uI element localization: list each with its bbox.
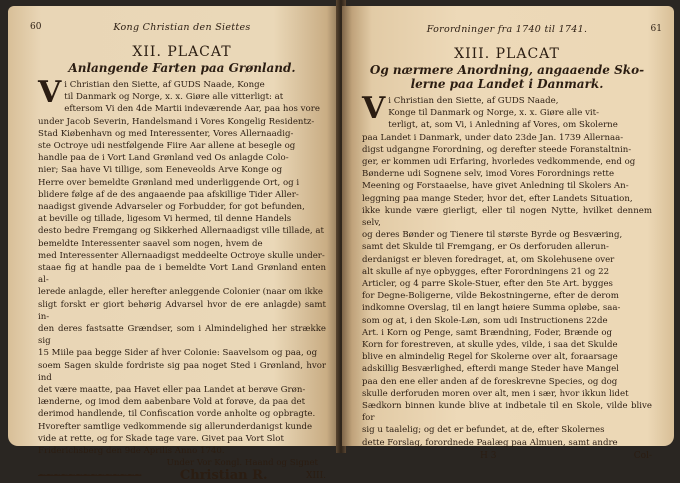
heading-line: Og nærmere Anordning, angaaende Sko- [369,63,645,77]
body-line: skulle derforuden moren over alt, men i sær, hvor ikkun lidet [362,388,629,399]
body-line: lerede anlagde, eller herefter anleggende Colonier (naar om ikke [38,287,323,298]
right-page-header [362,24,662,38]
right-page [342,6,674,461]
body-line: den deres fastsatte Grændser, som i Almindelighed her strække sig [38,324,326,347]
page-number-right: 61 [650,24,662,34]
body-line: alt skulle af nye opbygges, efter Forordningens 21 og 22 [362,266,610,277]
body-line: sligt forskt er giort behørig Advarsel hvor de ere anlagde) samt in- [38,299,326,322]
body-line: blive en almindelig Regel for Skolerne over alt, foraarsage [362,352,618,363]
catchword-right: Col- [633,450,652,461]
body-line: digst udgangne Forordning, og derefter steede Foranstaltnin- [362,144,632,155]
body-lines-left [38,75,326,457]
body-line: i Christian den Siette, af GUDS Naade, Konge [64,80,265,90]
body-line: adskillig Besværlighed, efterdi mange Steder have Mangel [362,364,619,375]
body-line: dette Forslag, forordnede Paalæg paa Almuen, samt andre [362,437,618,448]
body-line: med Interessenter Allernaadigst meddeelte Octroye skulle under- [38,250,325,261]
body-line: derimod handlende, til Confiscation vorde anholte og opbragte. [38,409,316,420]
body-lines-right [362,91,652,449]
signature-mark: H 3 [480,450,497,461]
body-line: Bønderne udi Sognene selv, imod Vores Forordnings rette [362,169,615,180]
drop-cap-left: V [38,75,62,110]
body-line: staae fig at handle paa de i bemeldte Vort Land Grønland enten al- [38,263,326,286]
placat-number-right: XIII. PLACAT [454,46,560,62]
body-line: for Degne-Boligerne, vilde Bekostningerne, efter de derom [362,291,619,302]
placat-heading-left: Anlangende Farten paa Grønland. [68,61,296,75]
body-line: at beville og tillade, ligesom Vi hermed, til denne Handels [38,214,292,225]
body-line: det være maatte, paa Havet eller paa Landet at berøve Grøn- [38,385,306,396]
placat-heading-right [362,63,652,91]
body-line: derdanigst er bleven foredraget, at, om Skolehusene over [362,254,615,265]
body-line: bemeldte Interessenter saavel som nogen, hvem de [38,238,263,249]
body-line: Korn for forestreven, at skulle ydes, vilde, i saa det Skulde [362,340,618,351]
body-line: naadigst givende Advarseler og Forbudder, for got befunden, [38,202,305,213]
body-line: under Jacob Severin, Handelsmand i Vores Kongelig Residentz- [38,116,315,127]
body-line: Konge til Danmark og Norge, x. x. Giøre alle vit- [388,108,600,119]
body-line: i Christian den Siette, af GUDS Naade, [388,96,559,106]
body-line: indkomne Overslag, til en langt høiere Summa opløbe, saa- [362,303,621,314]
left-page-content [30,22,326,483]
running-head-right: Forordninger fra 1740 til 1741. [426,24,588,35]
ornamental-rule: ~~~~~~~~~~~~~~ [38,469,142,481]
body-line: ger, er kommen udi Erfaring, hvorledes vedkommende, end og [362,157,636,168]
body-line: eftersom Vi den 4de Martii indeværende Aar, paa hos vore [64,104,320,115]
body-line: paa Landet i Danmark, under dato 23de Jan. 1739 Allernaa- [362,132,624,143]
page-number-left: 60 [30,22,42,32]
signature-row [38,469,326,482]
sign-line: Under Vor Kongl. Haand og Signet [166,458,318,469]
right-page-footer [362,451,652,465]
body-line: samt det Skulde til Fremgang, er Os derforuden allerun- [362,242,609,253]
body-line: Articler, og 4 parre Skole-Stuer, efter den 5te Art. bygges [362,279,613,290]
body-line: terligt, at, som Vi, i Anledning af Vores, om Skolerne [388,120,618,131]
placat-body-left [38,75,326,457]
drop-cap-right: V [362,91,386,126]
left-page-header [30,22,326,36]
body-line: blidere følge af de des angaaende paa afskillige Tider Aller- [38,189,299,200]
right-page-content [362,24,662,461]
body-line: handle paa de i Vort Land Grønland ved Os anlagde Colo- [38,153,289,164]
body-line: Friderichsberg den 9de Aprilis Anno 1740. [38,446,225,457]
left-page [8,6,340,483]
catchword-left: XIII. [306,470,326,481]
body-line: ste Octroye udi nestfølgende Fiire Aar allene at besegle og [38,141,296,152]
royal-signature: Christian R. [179,468,268,483]
placat-number-left: XII. PLACAT [132,44,232,60]
body-line: 15 Miile paa begge Sider af hver Colonie: Saavelsom og paa, og [38,348,318,359]
body-line: desto bedre Fremgang og Sikkerhed Allernaadigst ville tillade, at [38,226,324,237]
signature-block [38,457,326,482]
body-line: Herre over bemeldte Grønland med underliggende Ort, og i [38,177,300,188]
body-line: lænderne, og imod dem aabenbare Vold at forøve, da paa det [38,397,306,408]
body-line: Stad Kiøbenhavn og med Interessenter, Vores Allernaadig- [38,128,294,139]
body-line: nier; Saa have Vi tillige, som Eeneveolds Arve Konge og [38,165,283,176]
body-line: Meening og Forstaaelse, have givet Anledning til Skolers An- [362,181,629,192]
running-head-left: Kong Christian den Siettes [113,22,251,33]
body-line: og deres Bønder og Tienere til største Byrde og Besværing, [362,230,623,241]
body-line: ikke kunde være gierligt, eller til nogen Nytte, hvilket dennem selv, [362,205,652,229]
placat-body-right [362,91,652,449]
body-line: Sædkorn binnen kunde blive at indbetale til en Skole, vilde blive for [362,401,652,424]
body-line: leggning paa mange Steder, hvor det, efter Landets Situation, [362,193,633,204]
body-line: Art. i Korn og Penge, samt Brændning, Foder, Brænde og [362,327,613,338]
heading-line: lerne paa Landet i Danmark. [410,77,604,91]
body-line: paa den ene eller anden af de foreskrevne Species, og dog [362,376,618,387]
body-line: soem Sagen skulde fordriste sig paa noget Sted i Grønland, hvor ind [38,360,326,383]
body-line: sig u taalelig; og det er befundet, at de, efter Skolernes [362,425,605,436]
body-line: vide at rette, og for Skade tage vare. Givet paa Vort Slot [38,433,284,444]
body-line: som og at, i den Skole-Løn, som udi Instructionens 22de [362,315,608,326]
body-line: Hvorefter samtlige vedkommende sig allerunderdanigst kunde [38,421,313,432]
body-line: til Danmark og Norge, x. x. Giøre alle vitterligt: at [64,92,284,103]
